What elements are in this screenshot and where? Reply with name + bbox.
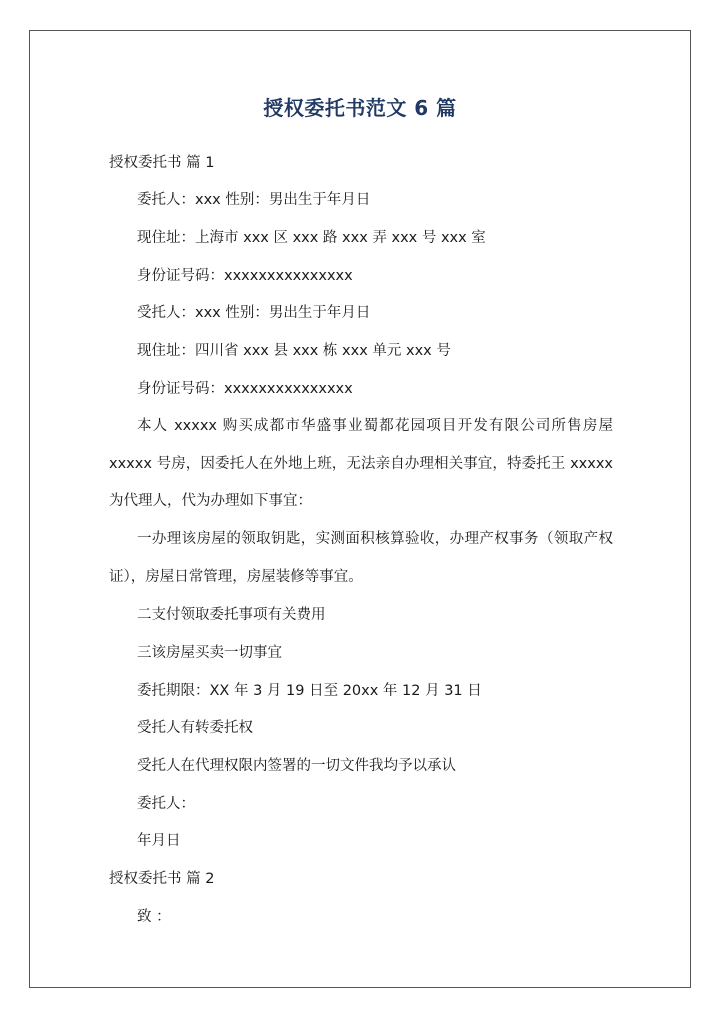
statement-paragraph: 本人 xxxxx 购买成都市华盛事业蜀都花园项目开发有限公司所售房屋 xxxxx 号房，因委托人在外地上班，无法亲自办理相关事宜，特委托王 xxxxx 为代理人，代为办理如下事宜：: [109, 418, 613, 509]
principal-line: 委托人：xxx 性别：男出生于年月日: [137, 192, 371, 208]
document-title: 授权委托书范文 6 篇: [263, 96, 457, 120]
principal-address: 现住址：上海市 xxx 区 xxx 路 xxx 弄 xxx 号 xxx 室: [137, 230, 486, 246]
transfer-right: 受托人有转委托权: [137, 720, 253, 736]
date-label: 年月日: [137, 833, 181, 849]
acknowledgement: 受托人在代理权限内签署的一切文件我均予以承认: [137, 758, 456, 774]
delegation-period: 委托期限：XX 年 3 月 19 日至 20xx 年 12 月 31 日: [137, 683, 482, 699]
agent-address: 现住址：四川省 xxx 县 xxx 栋 xxx 单元 xxx 号: [137, 343, 451, 359]
item-3: 三该房屋买卖一切事宜: [137, 645, 282, 661]
section-heading-1: 授权委托书 篇 1: [109, 155, 215, 171]
item-2: 二支付领取委托事项有关费用: [137, 607, 326, 623]
salutation: 致 ：: [137, 909, 171, 925]
principal-id: 身份证号码：xxxxxxxxxxxxxxx: [137, 268, 353, 284]
item-1-paragraph: 一办理该房屋的领取钥匙，实测面积核算验收，办理产权事务（领取产权证），房屋日常管理，房屋装修等事宜。: [109, 531, 613, 585]
signature-label: 委托人：: [137, 796, 195, 812]
section-heading-2: 授权委托书 篇 2: [109, 871, 215, 887]
agent-id: 身份证号码：xxxxxxxxxxxxxxx: [137, 381, 353, 397]
agent-line: 受托人：xxx 性别：男出生于年月日: [137, 305, 371, 321]
